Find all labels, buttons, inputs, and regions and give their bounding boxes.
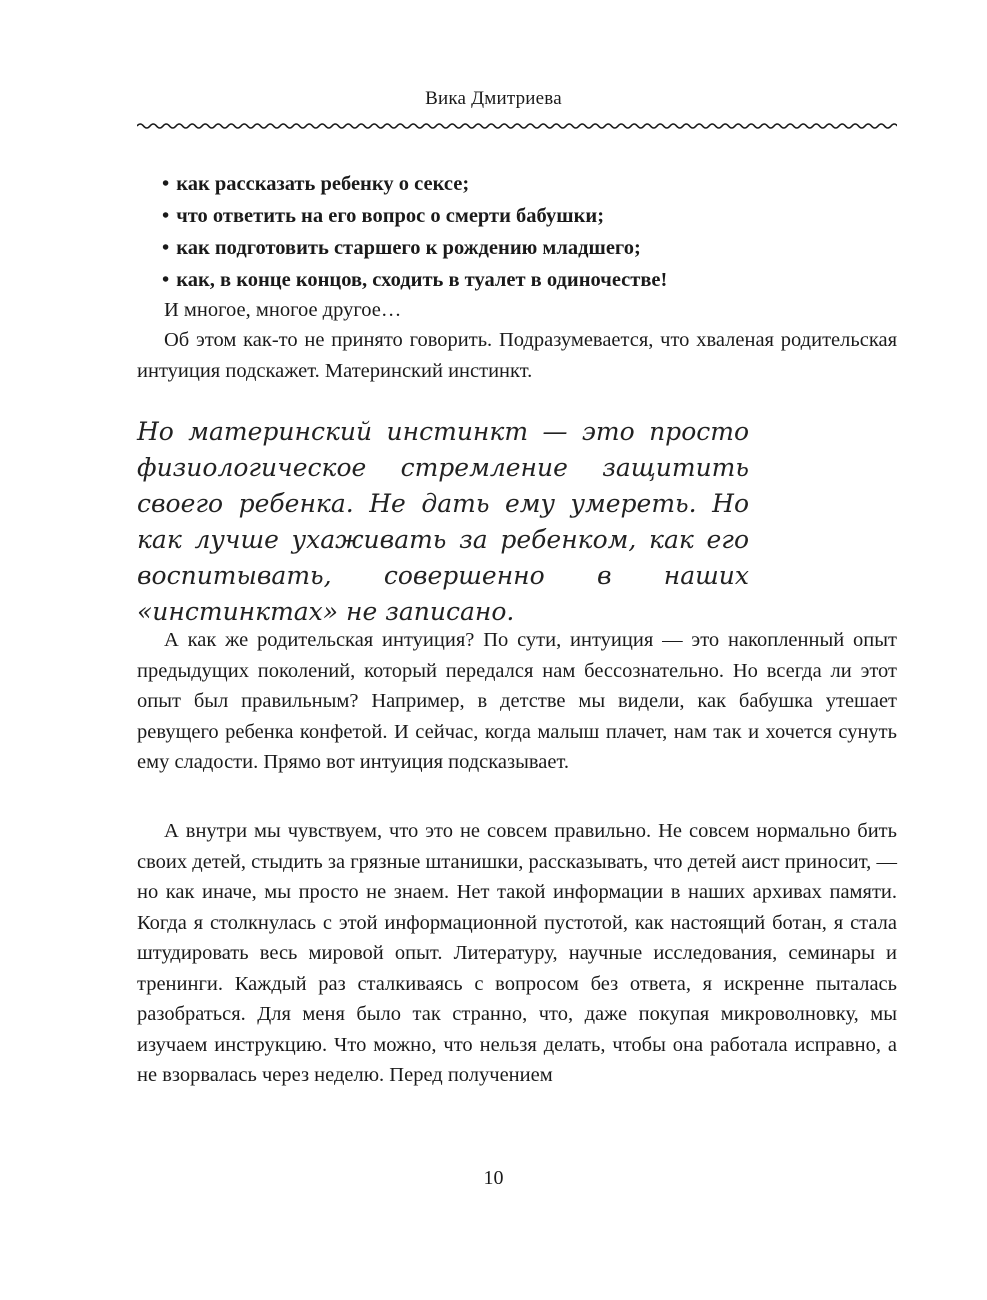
- bullet-item: [162, 264, 902, 296]
- bullet-item: [162, 168, 902, 200]
- running-header: Вика Дмитриева: [425, 88, 562, 109]
- bullet-text: как, в конце концов, сходить в туалет в одиночестве!: [176, 269, 668, 291]
- bullet-marker: •: [162, 173, 170, 195]
- bullet-marker: •: [162, 269, 170, 291]
- bullet-item: [162, 200, 902, 232]
- paragraph-inside: А внутри мы чувствуем, что это не совсем правильно. Не совсем нормально бить своих детей, стыдить за грязные штанишки, рассказывать, что детей аист приносит, — но как иначе, мы просто не знаем. Нет такой информации в наших архивах памяти. Когда я столкнулась с этой информационной пустотой, как настоящий ботан, я стала штудировать весь мировой опыт. Литературу, научные исследования, семинары и тренинги. Каждый раз сталкиваясь с вопросом без ответа, я искренне пыталась разобраться. Для меня было так странно, что, даже покупая микроволновку, мы изучаем инструкцию. Что можно, что нельзя делать, чтобы она работала исправно, а не взорвалась через неделю. Перед получением: [137, 820, 897, 1086]
- bullet-marker: •: [162, 237, 170, 259]
- bullet-text: как подготовить старшего к рождению младшего;: [176, 237, 641, 259]
- bullet-text: как рассказать ребенку о сексе;: [176, 173, 470, 195]
- paragraph-many-more: И многое, многое другое…: [164, 299, 402, 321]
- bullet-text: что ответить на его вопрос о смерти бабушки;: [176, 205, 605, 227]
- paragraph-intuition: А как же родительская интуиция? По сути, интуиция — это накопленный опыт предыдущих поколений, который передался нам бессознательно. Но всегда ли этот опыт был правильным? Например, в детстве мы видели, как бабушка утешает ревущего ребенка конфетой. И сейчас, когда малыш плачет, нам так и хочется сунуть ему сладости. Прямо вот интуиция подсказывает.: [137, 629, 897, 773]
- pull-quote: Но материнский инстинкт — это просто физиологическое стремление защитить своего ребенка. Не дать ему умереть. Но как лучше ухаживать за ребенком, как его воспитывать, совершенно в наших «инстинктах» не записано.: [137, 417, 749, 626]
- bullet-item: [162, 232, 902, 264]
- wavy-divider: [137, 119, 897, 133]
- bullet-marker: •: [162, 205, 170, 227]
- page-number: 10: [483, 1167, 504, 1189]
- paragraph-not-accepted: Об этом как-то не принято говорить. Подразумевается, что хваленая родительская интуиция подскажет. Материнский инстинкт.: [137, 329, 897, 382]
- bullet-list: [162, 168, 902, 296]
